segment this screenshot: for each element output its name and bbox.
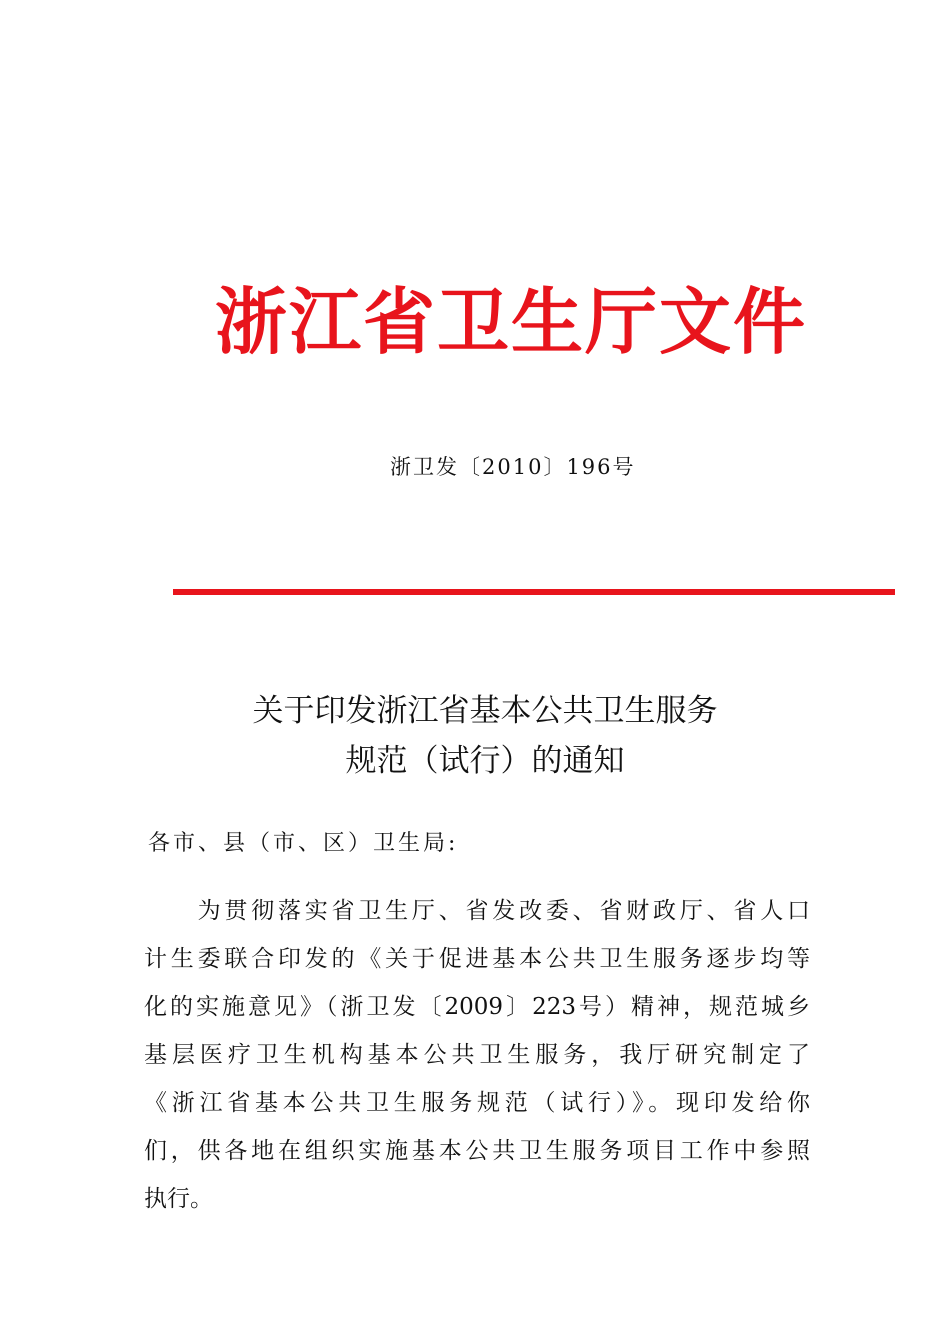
issuer-header-title: 浙江省卫生厅文件	[215, 279, 808, 364]
body-line: 基层医疗卫生机构基本公共卫生服务，我厅研究制定了	[144, 1042, 810, 1068]
body-line: 们，供各地在组织实施基本公共卫生服务项目工作中参照	[144, 1138, 810, 1164]
body-line: 《浙江省基本公共卫生服务规范（试行）》。现印发给你	[144, 1090, 810, 1116]
notice-title	[140, 686, 830, 786]
body-line: 计生委联合印发的《关于促进基本公共卫生服务逐步均等	[144, 946, 810, 972]
body-line: 执行。	[144, 1186, 213, 1212]
red-divider-line	[173, 589, 895, 595]
document-number: 浙卫发〔2010〕196号	[390, 455, 636, 479]
salutation: 各市、县（市、区）卫生局:	[148, 831, 459, 856]
body-line: 化的实施意见》（浙卫发〔2009〕223号）精神，规范城乡	[144, 994, 810, 1020]
notice-title-line-1: 关于印发浙江省基本公共卫生服务	[252, 693, 718, 729]
notice-body	[144, 887, 810, 1223]
notice-title-line-2: 规范（试行）的通知	[345, 743, 625, 779]
body-line: 为贯彻落实省卫生厅、省发改委、省财政厅、省人口	[144, 898, 810, 924]
